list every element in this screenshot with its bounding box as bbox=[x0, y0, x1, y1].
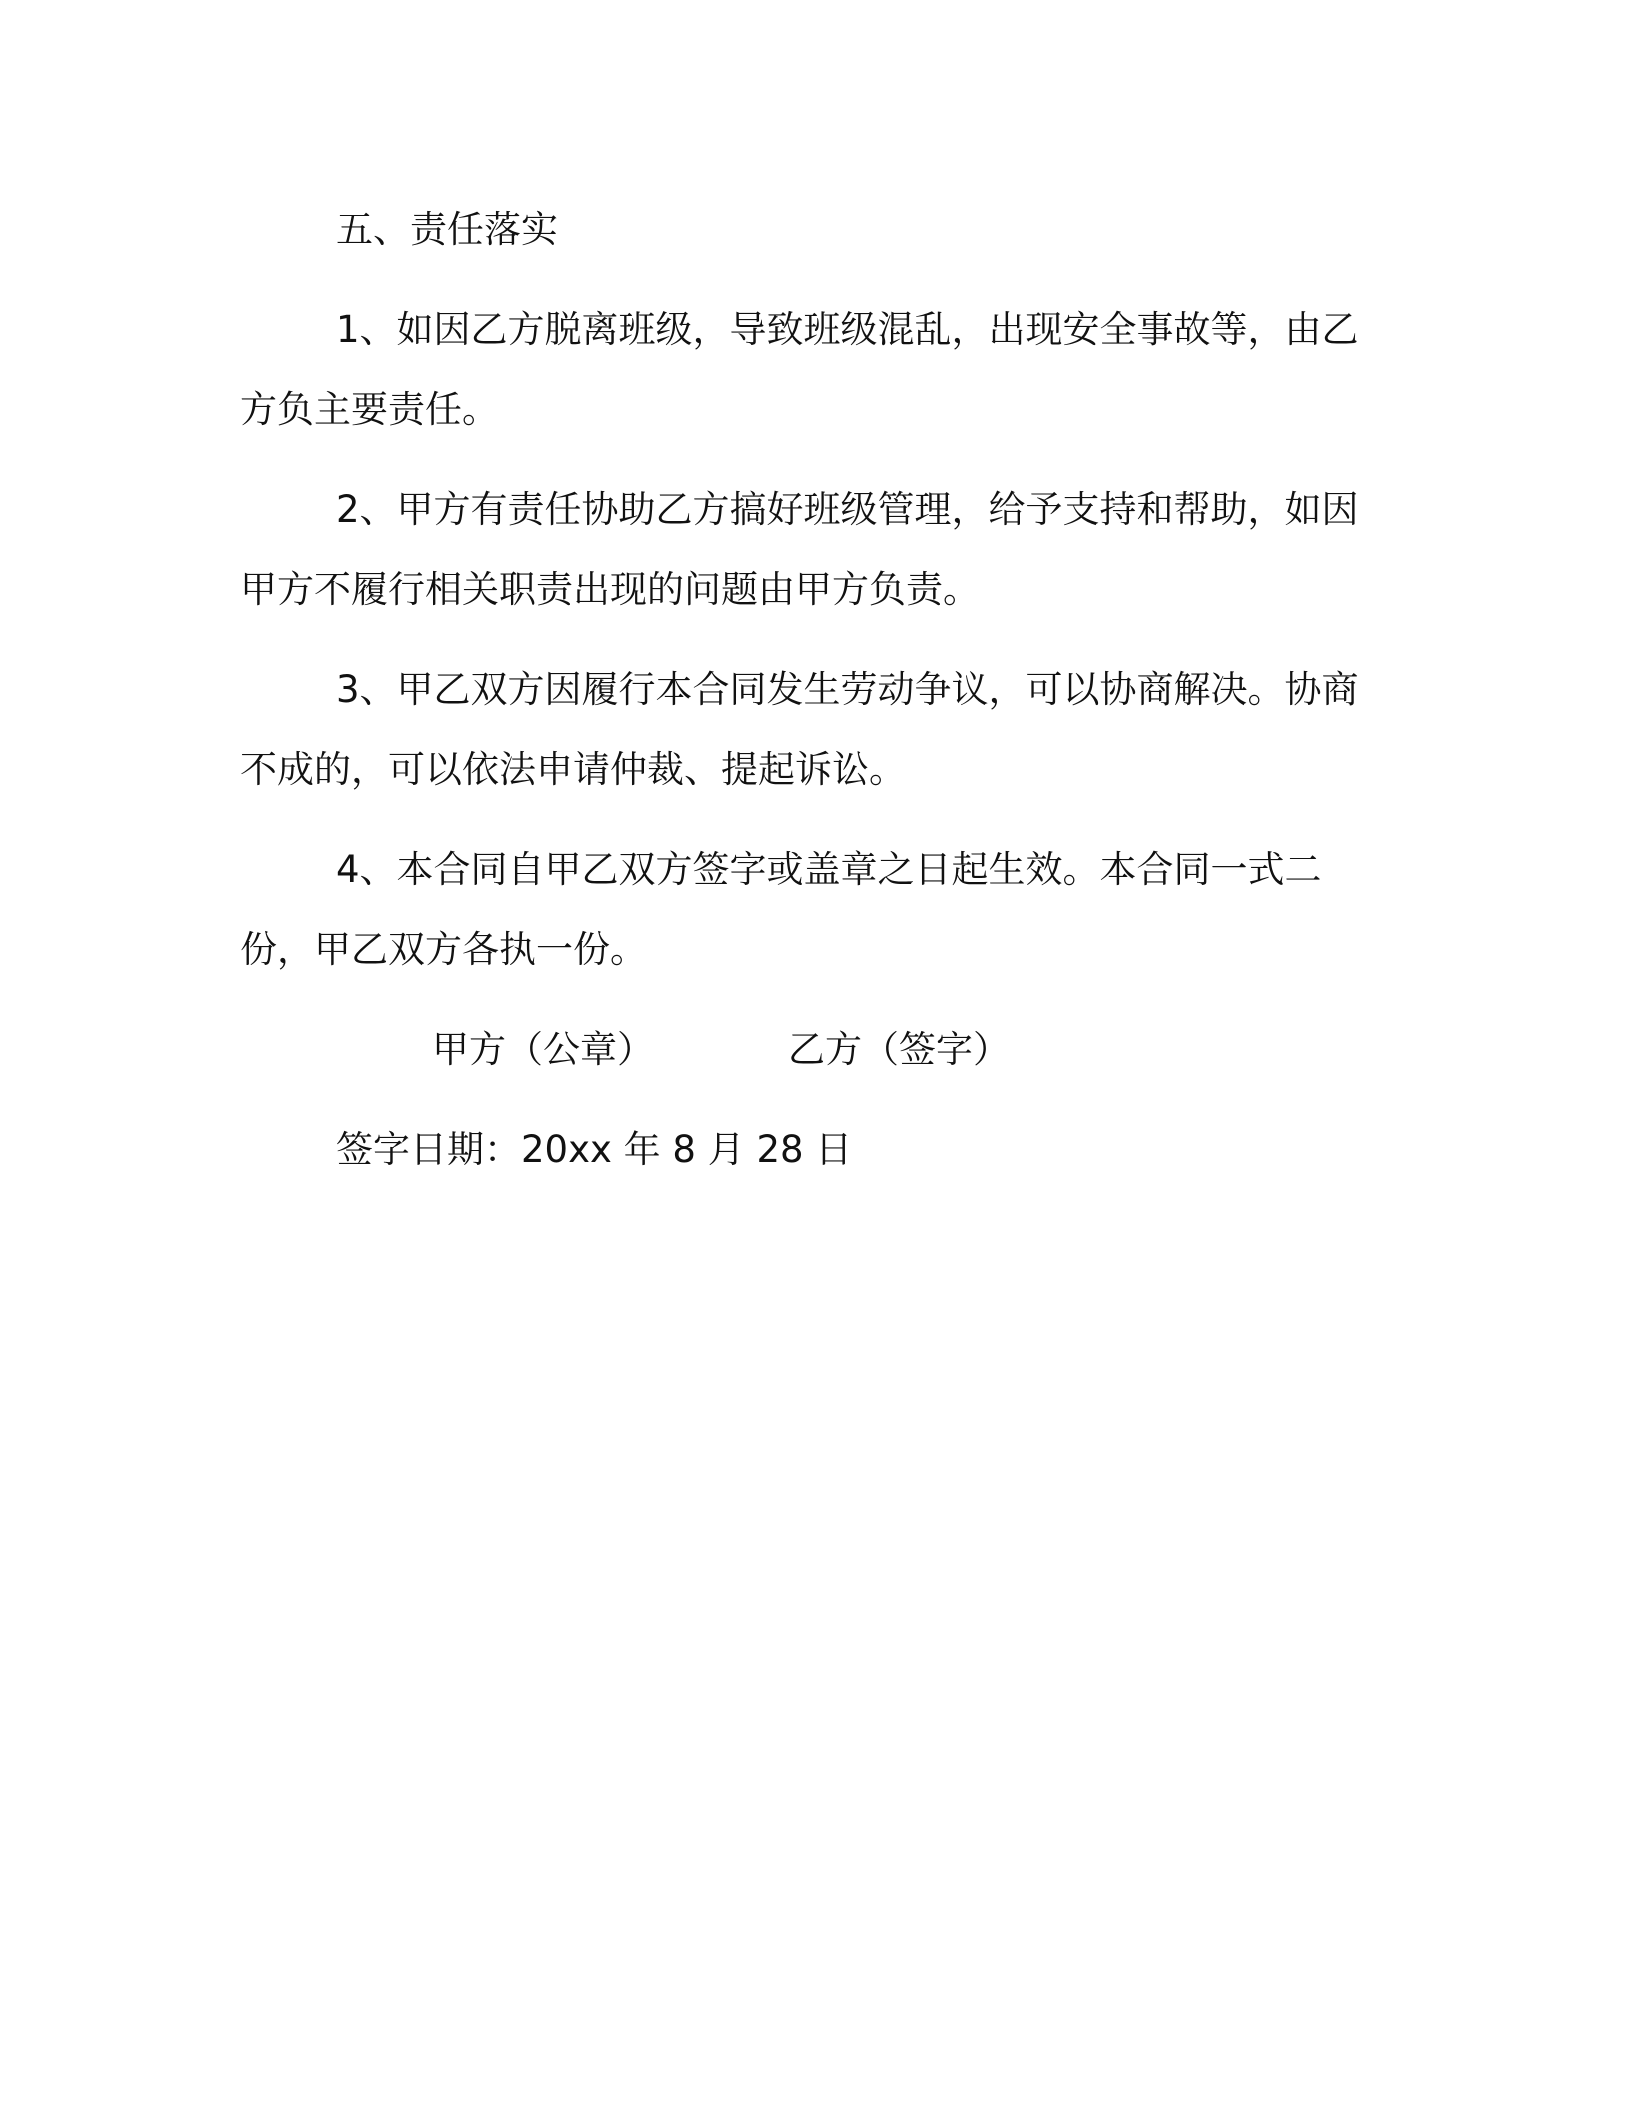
section-title: 五、责任落实 bbox=[336, 208, 558, 251]
clause-3: 3、甲乙双方因履行本合同发生劳动争议，可以协商解决。协商不成的，可以依法申请仲裁、提起诉讼。 bbox=[240, 668, 1359, 791]
party-b-label: 乙方（签字） bbox=[788, 1028, 1010, 1071]
clause-2: 2、甲方有责任协助乙方搞好班级管理，给予支持和帮助，如因甲方不履行相关职责出现的问题由甲方负责。 bbox=[240, 488, 1359, 611]
clause-4: 4、本合同自甲乙双方签字或盖章之日起生效。本合同一式二份，甲乙双方各执一份。 bbox=[240, 848, 1322, 971]
document-body bbox=[240, 190, 1390, 1210]
signature-parties bbox=[240, 1010, 1390, 1090]
clause-1: 1、如因乙方脱离班级，导致班级混乱，出现安全事故等，由乙方负主要责任。 bbox=[240, 308, 1359, 431]
party-a-label: 甲方（公章） bbox=[432, 1028, 654, 1071]
signature-date: 签字日期：20xx 年 8 月 28 日 bbox=[336, 1128, 853, 1171]
